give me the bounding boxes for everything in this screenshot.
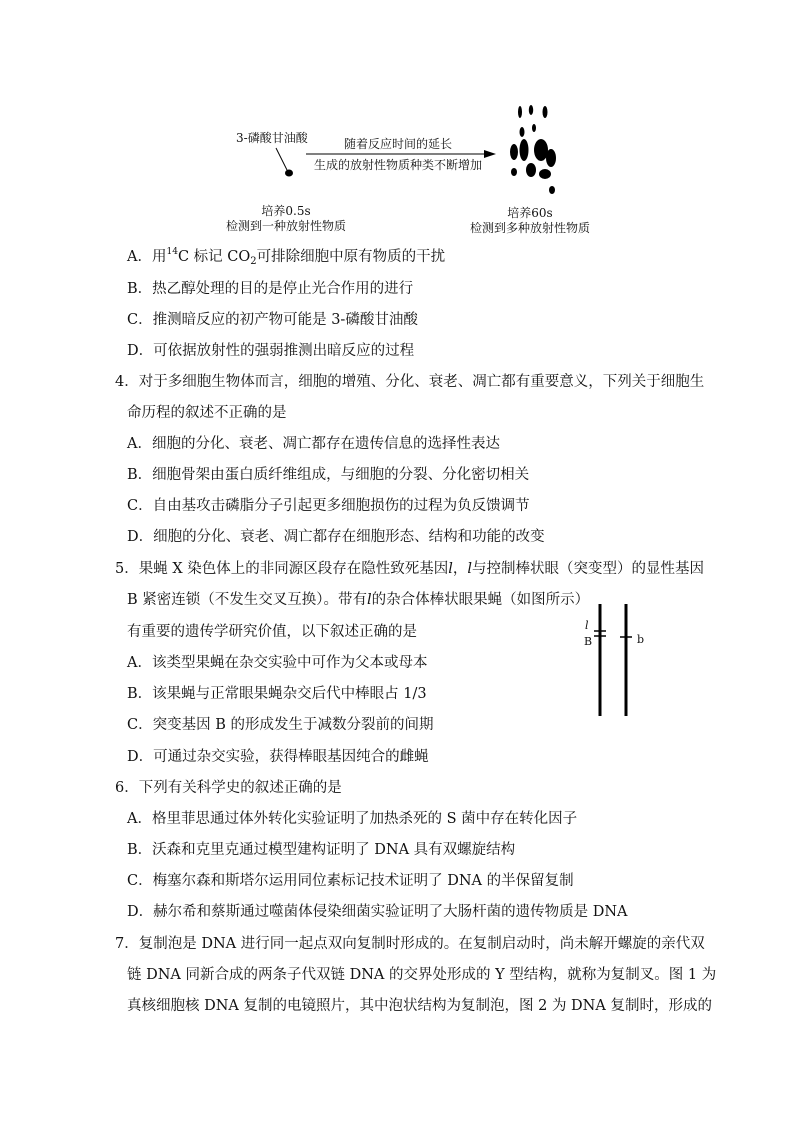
fig1-caption-left-2: 检测到一种放射性物质 <box>225 219 346 233</box>
q4-option-b: B．细胞骨架由蛋白质纤维组成，与细胞的分裂、分化密切相关 <box>127 467 530 483</box>
fig1-diagram <box>0 0 794 240</box>
q6-option-c: C．梅塞尔森和斯塔尔运用同位素标记技术证明了 DNA 的半保留复制 <box>127 873 574 889</box>
fig-label-B: B <box>584 635 593 648</box>
q6-option-a: A．格里菲思通过体外转化实验证明了加热杀死的 S 菌中存在转化因子 <box>127 811 578 827</box>
q7-line-3: 真核细胞核 DNA 复制的电镜照片，其中泡状结构为复制泡，图 2 为 DNA 复制时，形成的 <box>127 998 712 1014</box>
q4-option-a: A．细胞的分化、衰老、凋亡都存在遗传信息的选择性表达 <box>127 436 500 452</box>
fig1-caption-right-1: 培养60s <box>507 206 553 220</box>
q5-option-b: B．该果蝇与正常眼果蝇杂交后代中棒眼占 1/3 <box>127 686 427 702</box>
q5-option-d: D．可通过杂交实验，获得棒眼基因纯合的雌蝇 <box>127 749 429 765</box>
fig1-label-left: 3-磷酸甘油酸 <box>236 131 308 145</box>
fig1-caption-left-1: 培养0.5s <box>261 204 311 218</box>
q5-chromosome-figure <box>578 602 658 722</box>
q6-option-b: B．沃森和克里克通过模型建构证明了 DNA 具有双螺旋结构 <box>127 842 516 858</box>
q4-stem-2: 命历程的叙述不正确的是 <box>127 405 287 421</box>
q4-option-c: C．自由基攻击磷脂分子引起更多细胞损伤的过程为负反馈调节 <box>127 498 530 514</box>
q5-stem-3: 有重要的遗传学研究价值，以下叙述正确的是 <box>127 624 417 640</box>
fig1-multi-spots <box>510 105 556 194</box>
q3-option-c: C．推测暗反应的初产物可能是 3-磷酸甘油酸 <box>127 312 418 328</box>
q5-stem-1: 5．果蝇 X 染色体上的非同源区段存在隐性致死基因l，l与控制棒状眼（突变型）的显性基因 <box>115 561 705 577</box>
fig-label-b: b <box>637 633 645 646</box>
q6-option-d: D．赫尔希和蔡斯通过噬菌体侵染细菌实验证明了大肠杆菌的遗传物质是 DNA <box>127 904 628 920</box>
q7-line-1: 7．复制泡是 DNA 进行同一起点双向复制时形成的。在复制启动时，尚未解开螺旋的亲代双 <box>115 936 705 952</box>
q4-option-d: D．细胞的分化、衰老、凋亡都存在细胞形态、结构和功能的改变 <box>127 529 545 545</box>
q5-stem-2: B 紧密连锁（不发生交叉互换）。带有l的杂合体棒状眼果蝇（如图所示） <box>127 592 590 608</box>
q3-option-b: B．热乙醇处理的目的是停止光合作用的进行 <box>127 281 414 297</box>
q5-option-c: C．突变基因 B 的形成发生于减数分裂前的间期 <box>127 717 434 733</box>
q5-option-a: A．该类型果蝇在杂交实验中可作为父本或母本 <box>127 655 428 671</box>
fig1-arrow-bottom-text: 生成的放射性物质种类不断增加 <box>313 158 482 172</box>
fig1-pointer-line <box>276 148 287 170</box>
q3-option-d: D．可依据放射性的强弱推测出暗反应的过程 <box>127 343 415 359</box>
fig-label-l: l <box>585 619 589 632</box>
q3-option-a: A．用$^{14}$C 标记 $CO_2$可排除细胞中原有物质的干扰 <box>127 247 446 267</box>
q4-stem-1: 4．对于多细胞生物体而言，细胞的增殖、分化、衰老、凋亡都有重要意义，下列关于细胞生 <box>115 374 705 390</box>
fig1-caption-right-2: 检测到多种放射性物质 <box>469 221 590 235</box>
fig1-single-spot <box>285 170 293 177</box>
fig1-arrow-top-text: 随着反应时间的延长 <box>343 137 452 151</box>
q6-stem: 6．下列有关科学史的叙述正确的是 <box>115 780 342 796</box>
q7-line-2: 链 DNA 同新合成的两条子代双链 DNA 的交界处形成的 Y 型结构，就称为复制叉。图 1 为 <box>127 967 717 983</box>
